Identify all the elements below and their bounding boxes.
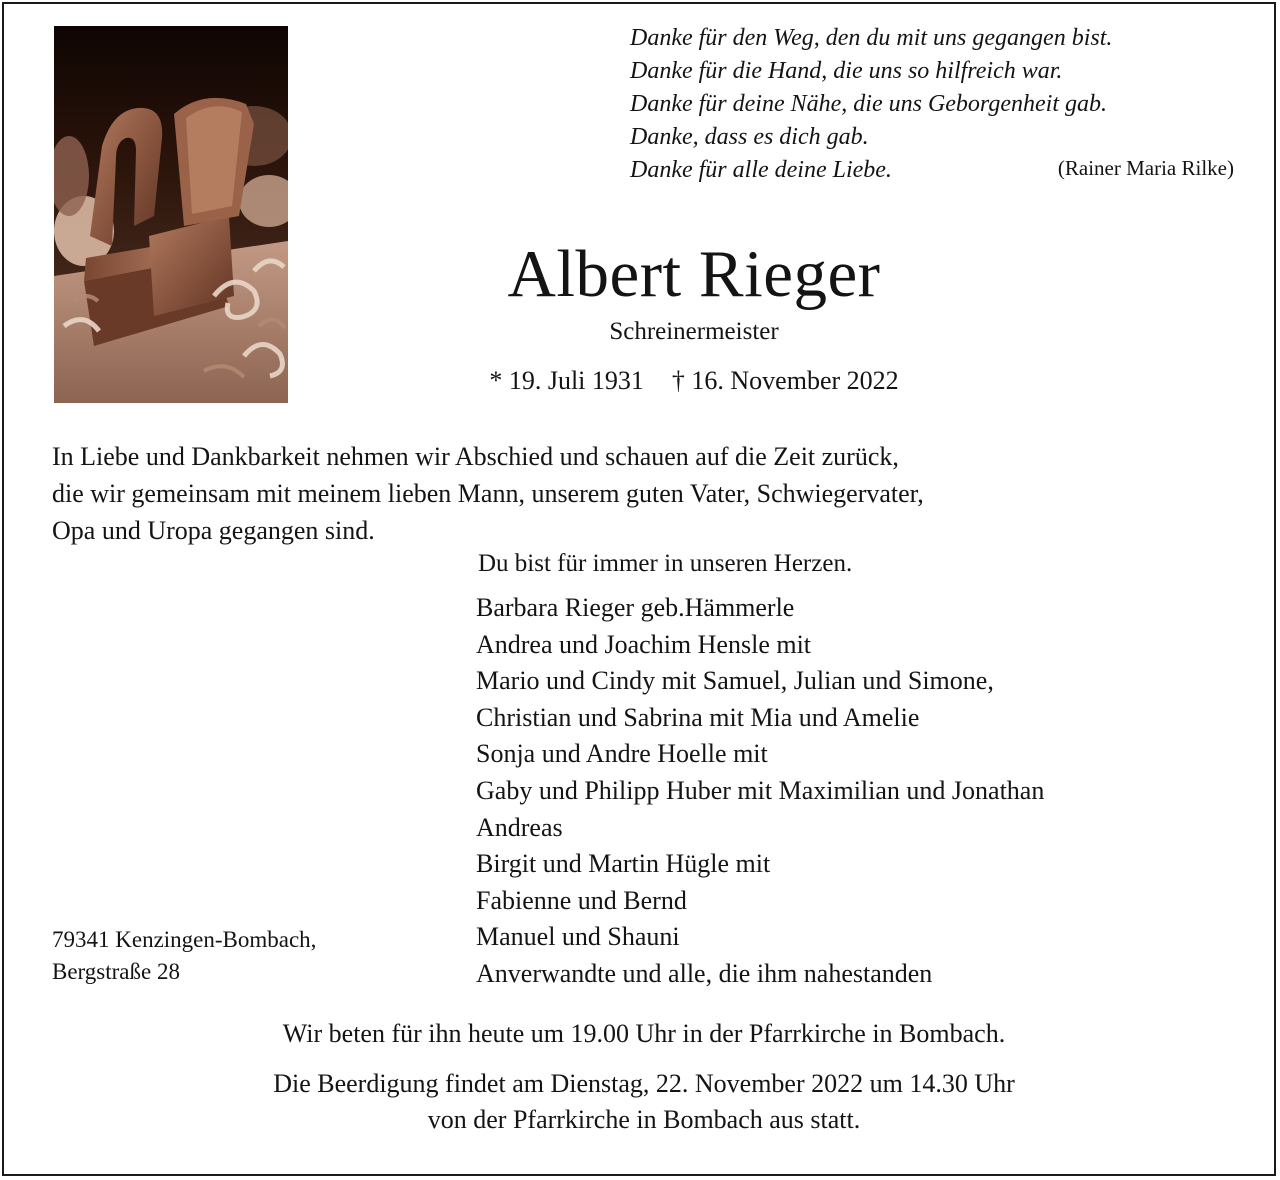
family-address: [52, 924, 316, 988]
poem-line: Danke für den Weg, den du mit uns gegangen bist.: [630, 25, 1113, 51]
deceased-profession: Schreinermeister: [609, 318, 779, 345]
funeral-notice-line: von der Pfarrkirche in Bombach aus statt.: [427, 1105, 861, 1134]
mourners-list: [476, 590, 1044, 993]
obituary-frame: [2, 2, 1276, 1176]
mourner-entry: Andreas: [476, 812, 563, 842]
mourner-entry: Gaby und Philipp Huber mit Maximilian und Jonathan: [476, 775, 1045, 805]
mourner-entry: Sonja und Andre Hoelle mit: [476, 739, 768, 769]
mourner-entry: Mario und Cindy mit Samuel, Julian und Simone,: [476, 666, 994, 696]
funeral-notice: [4, 1066, 1280, 1138]
poem-line: Danke für die Hand, die uns so hilfreich war.: [630, 58, 1063, 84]
life-dates: [434, 366, 954, 396]
rilke-poem: [630, 22, 1236, 187]
birth-date: * 19. Juli 1931: [489, 366, 644, 395]
mourner-entry: Fabienne und Bernd: [476, 885, 687, 915]
address-city: 79341 Kenzingen-Bombach,: [52, 927, 317, 952]
mourner-entry: Barbara Rieger geb.Hämmerle: [476, 593, 795, 622]
mourner-entry: Birgit und Martin Hügle mit: [476, 849, 771, 879]
in-our-hearts-line: Du bist für immer in unseren Herzen.: [478, 550, 853, 577]
farewell-line: Opa und Uropa gegangen sind.: [52, 516, 375, 545]
mourner-entry: Manuel und Shauni: [476, 922, 680, 952]
mourner-entry: Andrea und Joachim Hensle mit: [476, 629, 812, 659]
mourner-entry: Christian und Sabrina mit Mia und Amelie: [476, 702, 920, 732]
death-date: † 16. November 2022: [671, 366, 899, 395]
address-street: Bergstraße 28: [52, 959, 180, 984]
poem-line: Danke, dass es dich gab.: [630, 124, 869, 150]
deceased-name: Albert Rieger: [507, 237, 881, 311]
poem-line: Danke für deine Nähe, die uns Geborgenheit gab.: [630, 91, 1108, 117]
farewell-line: In Liebe und Dankbarkeit nehmen wir Abschied und schauen auf die Zeit zurück,: [52, 442, 899, 471]
prayer-notice: Wir beten für ihn heute um 19.00 Uhr in der Pfarrkirche in Bombach.: [282, 1019, 1006, 1048]
farewell-text: [52, 438, 1232, 549]
funeral-notice-line: Die Beerdigung findet am Dienstag, 22. November 2022 um 14.30 Uhr: [273, 1069, 1015, 1098]
mourner-entry: Anverwandte und alle, die ihm nahestanden: [476, 958, 933, 988]
poem-author: (Rainer Maria Rilke): [1057, 156, 1234, 180]
farewell-line: die wir gemeinsam mit meinem lieben Mann, unserem guten Vater, Schwiegervater,: [52, 479, 924, 508]
wood-plane-photo: [54, 26, 288, 403]
poem-line: Danke für alle deine Liebe.: [630, 157, 892, 183]
